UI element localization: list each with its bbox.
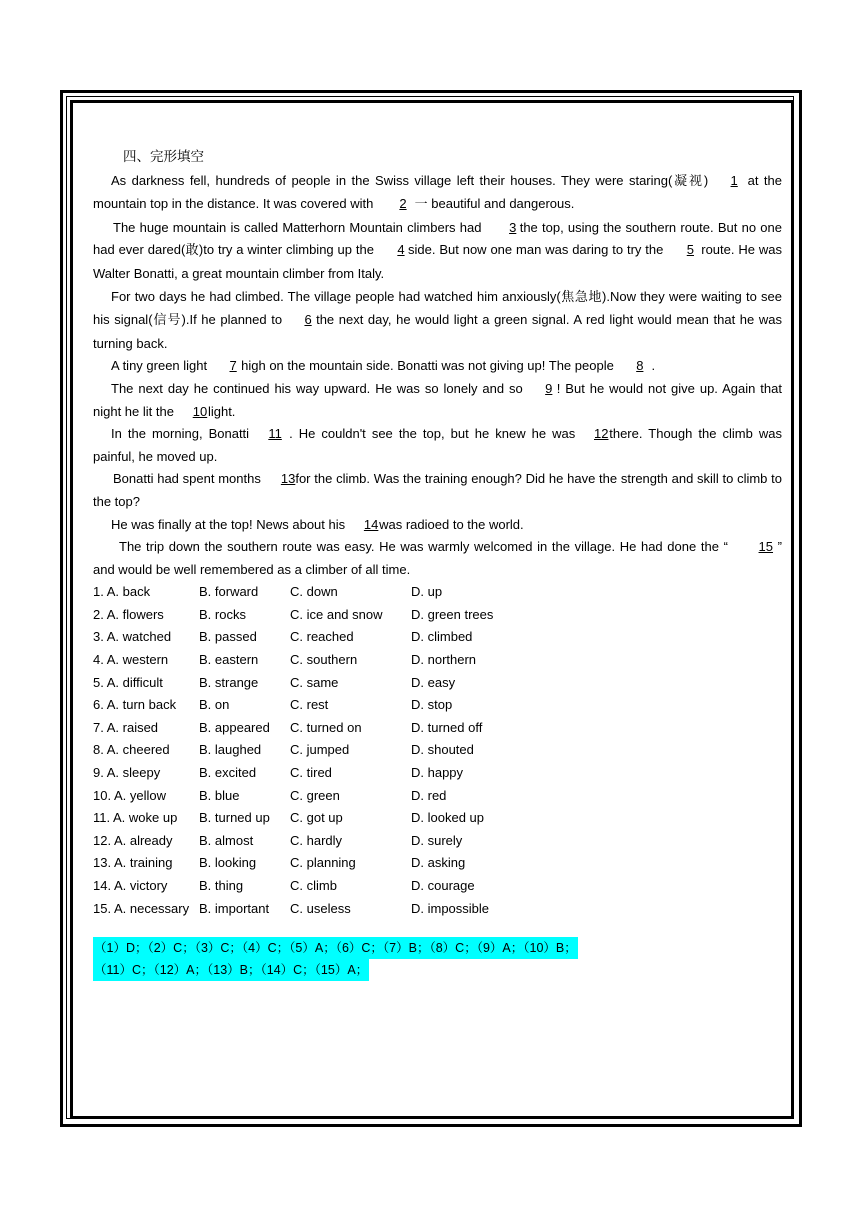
passage-paragraph-7: Bonatti had spent months 13for the climb. Was the training enough? Did he have the strength and skill to climb to the top? (93, 468, 782, 513)
option-row: 8. A. cheered B. laughed C. jumped D. shouted (93, 742, 474, 758)
option-row: 9. A. sleepy B. excited C. tired D. happy (93, 765, 464, 781)
blank-8: 8 (636, 358, 644, 374)
section-title: 四、完形填空 (123, 149, 204, 165)
options-list (93, 581, 782, 920)
blank-10: 10 (192, 403, 208, 419)
option-row: 6. A. turn back B. on C. rest D. stop (93, 697, 453, 713)
passage-paragraph-2: The huge mountain is called Matterhorn Mountain climbers had 3 the top, using the southern route. But no one had ever dared(敢)to try a winter climbing up the 4 side. But now one man was daring to try the 5 route. He was Walter Bonatti, a great mountain climber from Italy. (93, 217, 782, 286)
blank-14: 14 (363, 516, 379, 532)
option-row: 7. A. raised B. appeared C. turned on D. turned off (93, 719, 483, 735)
blank-2: 2 (399, 196, 407, 212)
blank-9: 9 (545, 380, 553, 396)
option-row: 11. A. woke up B. turned up C. got up D. looked up (93, 810, 484, 826)
answer-key-line-2: （11）C；（12）A；（13）B；（14）C；（15）A； (93, 959, 369, 981)
blank-5: 5 (686, 242, 694, 258)
blank-4: 4 (397, 242, 405, 258)
passage-paragraph-3: For two days he had climbed. The village people had watched him anxiously(焦急地).Now they were waiting to see his signal(信号).If he planned to 6 the next day, he would light a green signal. A red light would mean that he was turning back. (93, 288, 782, 351)
answer-key-line-1: （1）D；（2）C；（3）C；（4）C；（5）A；（6）C；（7）B；（8）C；（9）A；（10）B； (93, 937, 578, 959)
option-row: 10. A. yellow B. blue C. green D. red (93, 787, 447, 803)
passage-paragraph-6: In the morning, Bonatti 11 . He couldn't see the top, but he knew he was 12there. Though the climb was painful, he moved up. (93, 423, 782, 468)
passage-paragraph-5: The next day he continued his way upward. He was so lonely and so 9 ! But he would not give up. Again that night he lit the 10light. (93, 378, 782, 423)
answer-key (93, 937, 782, 981)
blank-15: 15 (758, 539, 774, 555)
blank-3: 3 (509, 219, 517, 235)
blank-1: 1 (730, 172, 738, 188)
option-row: 4. A. western B. eastern C. southern D. northern (93, 652, 477, 668)
passage-paragraph-4: A tiny green light 7 high on the mountain side. Bonatti was not giving up! The people 8 . (93, 355, 782, 378)
passage-paragraph-1: As darkness fell, hundreds of people in the Swiss village left their houses. They were staring(凝视) 1 at the mountain top in the distance. It was covered with 2 一 beautiful and dangerous. (93, 170, 782, 217)
document-body (93, 146, 782, 981)
option-row: 3. A. watched B. passed C. reached D. climbed (93, 629, 473, 645)
option-row: 14. A. victory B. thing C. climb D. courage (93, 878, 475, 893)
option-row: 5. A. difficult B. strange C. same D. easy (93, 674, 456, 690)
blank-12: 12 (594, 426, 609, 442)
blank-11: 11 (268, 426, 282, 442)
option-row: 1. A. back B. forward C. down D. up (93, 584, 443, 600)
blank-6: 6 (304, 312, 312, 328)
option-row: 13. A. training B. looking C. planning D. asking (93, 855, 466, 871)
blank-13: 13 (280, 471, 296, 487)
blank-7: 7 (229, 358, 237, 374)
option-row: 12. A. already B. almost C. hardly D. surely (93, 832, 463, 848)
passage-paragraph-8: He was finally at the top! News about his 14was radioed to the world. (93, 514, 782, 537)
option-row: 2. A. flowers B. rocks C. ice and snow D. green trees (93, 606, 494, 622)
option-row: 15. A. necessary B. important C. useless D. impossible (93, 900, 490, 916)
passage-paragraph-9: The trip down the southern route was easy. He was warmly welcomed in the village. He had done the “ 15 ” and would be well remembered as a climber of all time. (93, 536, 782, 581)
